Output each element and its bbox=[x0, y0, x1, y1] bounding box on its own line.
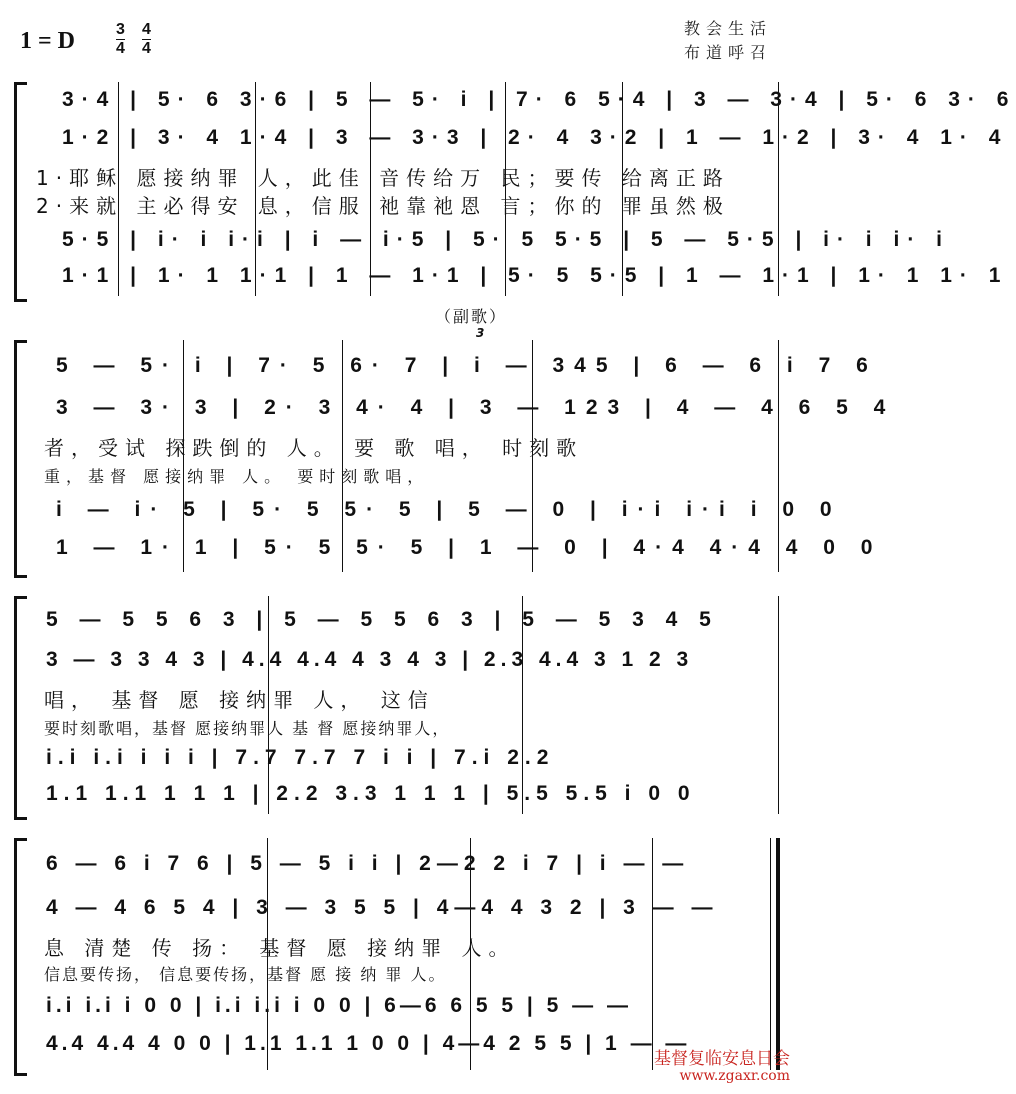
watermark-title: 基督复临安息日会 bbox=[654, 1049, 790, 1069]
alto-row: 1·2 | 3· 4 1·4 | 3 — 3·3 | 2· 4 3·2 | 1 — 1·2 | 3· 4 1· 4 bbox=[62, 126, 1009, 149]
bass-row: 1·1 | 1· 1 1·1 | 1 — 1·1 | 5· 5 5·5 | 1 — 1·1 | 1· 1 1· 1 bbox=[62, 264, 1009, 287]
source-label-line1: 教会生活 bbox=[683, 19, 772, 38]
tenor-row: i.i i.i i 0 0 | i.i i.i i 0 0 | 6—6 6 5 5 | 5 — — bbox=[46, 994, 632, 1017]
system-bracket bbox=[14, 838, 27, 1076]
time-den: 4 bbox=[116, 40, 125, 57]
lyrics-verse-1: 息 清楚 传 扬： 基督 愿 接纳罪 人。 bbox=[44, 936, 516, 960]
lyrics-verse-2: 2·来就 主必得安 息，信服 祂靠祂恩 言；你的 罪虽然极 bbox=[36, 194, 730, 218]
key-signature: 1 = D bbox=[20, 28, 76, 54]
soprano-row: 5 — 5· i | 7· 5 6· 7 | i — 345 | 6 — 6 i 7 6 bbox=[56, 354, 878, 377]
chorus-label: （副歌） bbox=[435, 307, 508, 326]
system-bracket bbox=[14, 596, 27, 820]
system-bracket bbox=[14, 82, 27, 302]
lyrics-verse-1: 者，受试 探跌倒的 人。 要 歌 唱， 时刻歌 bbox=[44, 436, 584, 460]
bass-row: 1.1 1.1 1 1 1 | 2.2 3.3 1 1 1 | 5.5 5.5 i 0 0 bbox=[46, 782, 696, 805]
triplet-mark: 3 bbox=[476, 326, 485, 340]
soprano-row: 3·4 | 5· 6 3·6 | 5 — 5· i | 7· 6 5·4 | 3 — 3·4 | 5· 6 3· 6 bbox=[62, 88, 1016, 111]
time-signature-3-4 bbox=[116, 22, 125, 57]
alto-row: 4 — 4 6 5 4 | 3 — 3 5 5 | 4—4 4 3 2 | 3 — — bbox=[46, 896, 719, 919]
lyrics-verse-2: 信息要传扬， 信息要传扬，基督 愿 接 纳 罪 人。 bbox=[44, 965, 447, 984]
score-system-4 bbox=[0, 838, 800, 1078]
lyrics-verse-2: 要时刻歌唱，基督 愿接纳罪人 基 督 愿接纳罪人， bbox=[44, 719, 451, 738]
tenor-row: i.i i.i i i i | 7.7 7.7 7 i i | 7.i 2.2 bbox=[46, 746, 555, 769]
lyrics-verse-2: 重，基督 愿接纳罪 人。 要时刻歌唱， bbox=[44, 467, 430, 486]
time-num: 4 bbox=[142, 21, 151, 38]
bass-row: 4.4 4.4 4 0 0 | 1.1 1.1 1 0 0 | 4—4 2 5 5 | 1 — — bbox=[46, 1032, 691, 1055]
source-label-line2: 布道呼召 bbox=[683, 43, 772, 62]
tenor-row: i — i· 5 | 5· 5 5· 5 | 5 — 0 | i·i i·i i 0 0 bbox=[56, 498, 842, 521]
alto-row: 3 — 3 3 4 3 | 4.4 4.4 4 3 4 3 | 2.3 4.4 3 1 2 3 bbox=[46, 648, 694, 671]
lyrics-verse-1: 1·耶稣 愿接纳罪 人，此佳 音传给万 民；要传 给离正路 bbox=[36, 166, 730, 190]
tenor-row: 5·5 | i· i i·i | i — i·5 | 5· 5 5·5 | 5 — 5·5 | i· i i· i bbox=[62, 228, 950, 251]
watermark-url[interactable]: www.zgaxr.com bbox=[679, 1068, 790, 1084]
system-bracket bbox=[14, 340, 27, 578]
soprano-row: 5 — 5 5 6 3 | 5 — 5 5 6 3 | 5 — 5 3 4 5 bbox=[46, 608, 719, 631]
soprano-row: 6 — 6 i 7 6 | 5 — 5 i i | 2—2 2 i 7 | i — — bbox=[46, 852, 690, 875]
alto-row: 3 — 3· 3 | 2· 3 4· 4 | 3 — 123 | 4 — 4 6 5 4 bbox=[56, 396, 896, 419]
lyrics-verse-1: 唱， 基督 愿 接纳罪 人， 这信 bbox=[44, 688, 435, 712]
time-signature-4-4 bbox=[142, 22, 151, 57]
score-system-3 bbox=[0, 596, 800, 818]
time-den: 4 bbox=[142, 40, 151, 57]
score-system-2 bbox=[0, 340, 896, 580]
score-system-1 bbox=[0, 82, 1016, 302]
time-num: 3 bbox=[116, 21, 125, 38]
bass-row: 1 — 1· 1 | 5· 5 5· 5 | 1 — 0 | 4·4 4·4 4 0 0 bbox=[56, 536, 883, 559]
